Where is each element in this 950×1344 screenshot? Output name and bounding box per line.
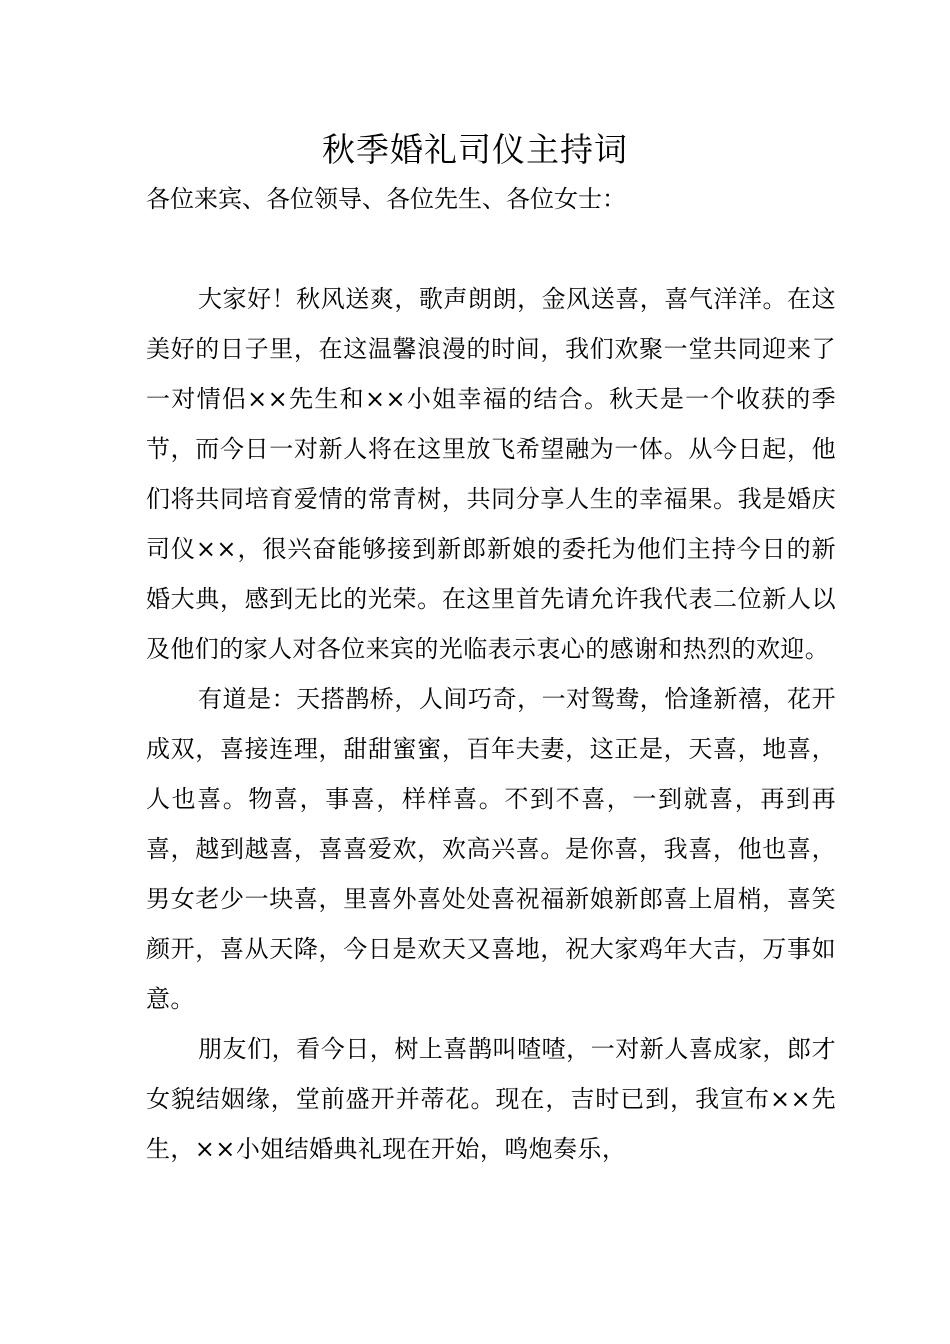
document-body (146, 274, 836, 1174)
paragraph-3: 朋友们，看今日，树上喜鹊叫喳喳，一对新人喜成家，郎才女貌结姻缘，堂前盛开并蒂花。现在，吉时已到，我宣布××先生，××小姐结婚典礼现在开始，鸣炮奏乐， (146, 1035, 836, 1163)
paragraph-2: 有道是：天搭鹊桥，人间巧奇，一对鸳鸯，恰逢新禧，花开成双，喜接连理，甜甜蜜蜜，百年夫妻，这正是，天喜，地喜，人也喜。物喜，事喜，样样喜。不到不喜，一到就喜，再到再喜，越到越喜，喜喜爱欢，欢高兴喜。是你喜，我喜，他也喜，男女老少一块喜，里喜外喜处处喜祝福新娘新郎喜上眉梢，喜笑颜开，喜从天降，今日是欢天又喜地，祝大家鸡年大吉，万事如意。 (146, 685, 836, 1013)
paragraph-1: 大家好！秋风送爽，歌声朗朗，金风送喜，喜气洋洋。在这美好的日子里，在这温馨浪漫的时间，我们欢聚一堂共同迎来了一对情侣××先生和××小姐幸福的结合。秋天是一个收获的季节，而今日一对新人将在这里放飞希望融为一体。从今日起，他们将共同培育爱情的常青树，共同分享人生的幸福果。我是婚庆司仪××，很兴奋能够接到新郎新娘的委托为他们主持今日的新婚大典，感到无比的光荣。在这里首先请允许我代表二位新人以及他们的家人对各位来宾的光临表示衷心的感谢和热烈的欢迎。 (146, 285, 836, 663)
salutation-line: 各位来宾、各位领导、各位先生、各位女士： (146, 185, 626, 213)
document-title: 秋季婚礼司仪主持词 (322, 130, 628, 169)
